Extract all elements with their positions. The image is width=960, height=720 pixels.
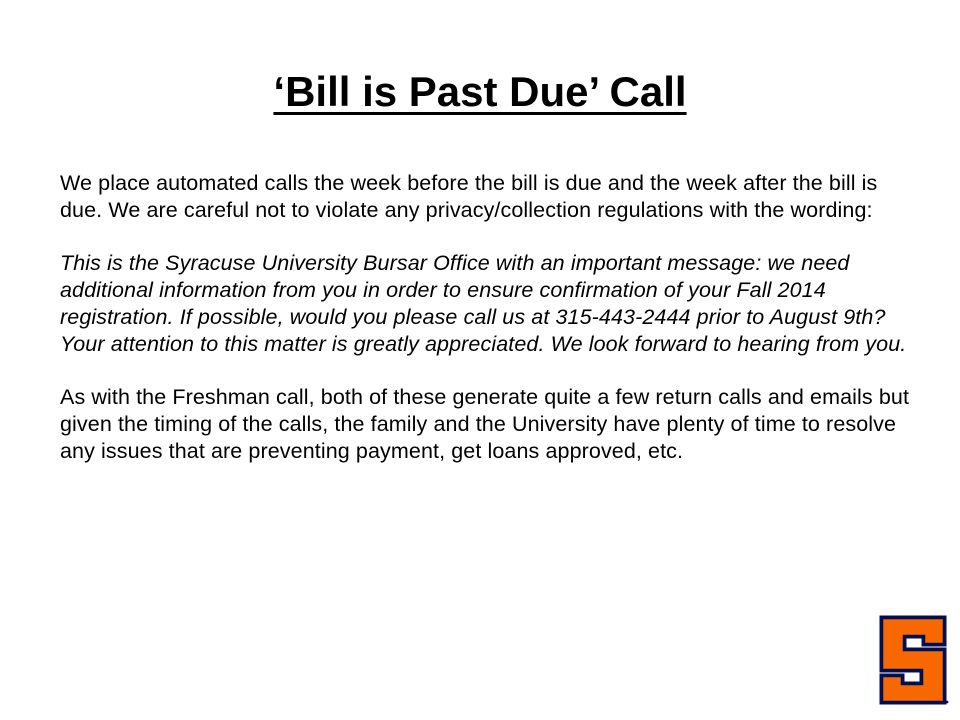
syracuse-block-s-logo-icon bbox=[876, 614, 950, 706]
slide-title bbox=[0, 66, 960, 118]
slide-body bbox=[60, 170, 910, 491]
logo-fill bbox=[882, 618, 944, 702]
call-script-paragraph: This is the Syracuse University Bursar Office with an important message: we need additional information from you in order to ensure confirmation of your Fall 2014 registration. If possible, would you please call us at 315-443-2444 prior to August 9th? Your attention to this matter is greatly appreciated. We look forward to hearing from you. bbox=[60, 251, 907, 356]
intro-paragraph: We place automated calls the week before the bill is due and the week after the bill is due. We are careful not to violate any privacy/collection regulations with the wording: bbox=[60, 171, 878, 222]
logo-registered-mark bbox=[946, 701, 949, 704]
slide-title-text: ‘Bill is Past Due’ Call bbox=[273, 68, 687, 115]
conclusion-paragraph: As with the Freshman call, both of these generate quite a few return calls and emails but given the timing of the calls, the family and the University have plenty of time to resolve any issues that are preventing payment, get loans approved, etc. bbox=[60, 385, 910, 463]
